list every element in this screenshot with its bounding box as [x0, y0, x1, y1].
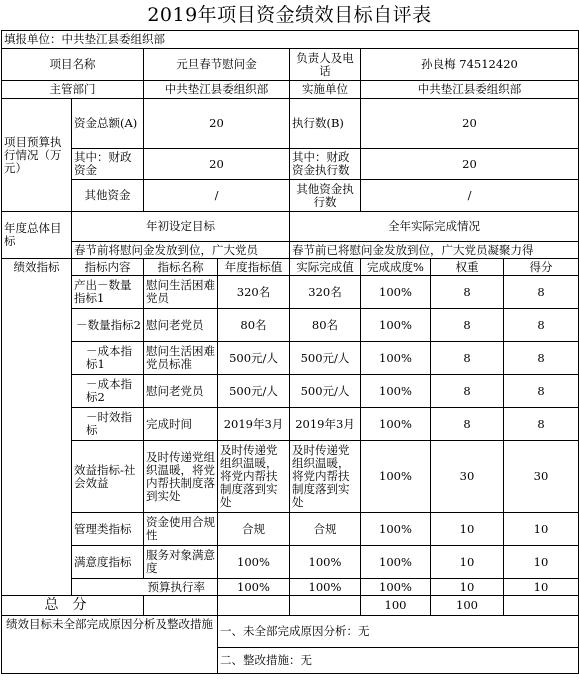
indicator-target: 及时传递党组织温暖，将党内帮扶制度落到实处: [218, 441, 290, 513]
indicator-target: 500元/人: [218, 342, 290, 375]
table-row: [2, 546, 579, 579]
indicator-actual: 80名: [290, 309, 361, 342]
implementer-value: 中共垫江县委组织部: [361, 81, 579, 99]
indicator-weight: 8: [431, 375, 504, 408]
other-funds-value: /: [144, 180, 290, 212]
indicator-content: 产出－数量指标1: [72, 276, 144, 309]
indicator-weight: 30: [431, 441, 504, 513]
table-row: [2, 375, 579, 408]
budget-rate-actual: 100%: [290, 579, 361, 596]
total-weight: 100: [361, 596, 431, 616]
indicator-target: 80名: [218, 309, 290, 342]
indicator-name: 资金使用合规性: [144, 513, 218, 546]
responsible-value: 孙良梅 74512420: [361, 49, 579, 81]
page-title: 2019年项目资金绩效目标自评表: [147, 4, 432, 26]
initial-goal-text: 春节前将慰问金发放到位，广大党员: [72, 242, 290, 259]
indicator-content: 满意度指标: [72, 546, 144, 579]
col-actual-value: 实际完成值: [290, 259, 361, 276]
indicator-rate: 100%: [361, 309, 431, 342]
indicator-score: 8: [504, 309, 579, 342]
table-row: [2, 309, 579, 342]
indicator-rate: 100%: [361, 342, 431, 375]
other-exec-label: 其他资金执行数: [290, 180, 361, 212]
indicator-content: －成本指标1: [72, 342, 144, 375]
other-funds-label: 其他资金: [72, 180, 144, 212]
indicator-weight: 10: [431, 513, 504, 546]
indicator-actual: 合规: [290, 513, 361, 546]
table-row: [2, 441, 579, 513]
total-label: 总分: [2, 596, 144, 616]
indicator-actual: 320名: [290, 276, 361, 309]
budget-rate-label: 预算执行率: [72, 579, 218, 596]
responsible-label: 负责人及电话: [290, 49, 361, 81]
exec-count-value: 20: [361, 99, 579, 149]
indicator-rate: 100%: [361, 276, 431, 309]
indicator-target: 合规: [218, 513, 290, 546]
col-annual-value: 年度指标值: [218, 259, 290, 276]
indicator-actual: 100%: [290, 546, 361, 579]
other-exec-value: /: [361, 180, 579, 212]
indicator-name: 及时传递党组织温暖，将党内帮扶制度落到实处: [144, 441, 218, 513]
budget-exec-label: 项目预算执行情况（万元）: [2, 99, 72, 212]
indicator-target: 100%: [218, 546, 290, 579]
indicator-rate: 100%: [361, 408, 431, 441]
budget-rate-score: 10: [504, 579, 579, 596]
indicator-target: 320名: [218, 276, 290, 309]
indicator-score: 8: [504, 375, 579, 408]
total-row: [2, 596, 579, 616]
evaluation-table: [1, 30, 579, 674]
indicator-target: 500元/人: [218, 375, 290, 408]
indicator-actual: 2019年3月: [290, 408, 361, 441]
indicator-score: 8: [504, 408, 579, 441]
actual-completion-header: 全年实际完成情况: [290, 212, 579, 242]
reason-label: 绩效目标未全部完成原因分析及整改措施: [2, 616, 218, 674]
project-name-label: 项目名称: [2, 49, 144, 81]
indicator-weight: 8: [431, 342, 504, 375]
indicator-actual: 500元/人: [290, 342, 361, 375]
indicator-name: 慰问生活困难党员: [144, 276, 218, 309]
col-weight: 权重: [431, 259, 504, 276]
total-funds-value: 20: [144, 99, 290, 149]
exec-count-label: 执行数(B): [290, 99, 361, 149]
col-completion-rate: 完成成度%: [361, 259, 431, 276]
department-value: 中共垫江县委组织部: [144, 81, 290, 99]
indicator-content: 管理类指标: [72, 513, 144, 546]
indicator-rate: 100%: [361, 441, 431, 513]
indicator-content: －时效指标: [72, 408, 144, 441]
budget-rate-target: 100%: [218, 579, 290, 596]
reason-measures: 二、整改措施：无: [218, 648, 579, 674]
project-name-value: 元旦春节慰问金: [144, 49, 290, 81]
col-score: 得分: [504, 259, 579, 276]
table-row: [2, 342, 579, 375]
table-row: [2, 408, 579, 441]
indicator-score: 10: [504, 513, 579, 546]
department-label: 主管部门: [2, 81, 144, 99]
indicator-name: 完成时间: [144, 408, 218, 441]
indicator-content: －数量指标2: [72, 309, 144, 342]
indicator-score: 10: [504, 546, 579, 579]
indicator-actual: 及时传递党组织温暖，将党内帮扶制度落到实处: [290, 441, 361, 513]
fiscal-exec-label: 其中：财政资金执行数: [290, 149, 361, 180]
fill-unit: 填报单位：中共垫江县委组织部: [2, 31, 579, 49]
fiscal-exec-value: 20: [361, 149, 579, 180]
table-row: [2, 513, 579, 546]
indicator-content: 效益指标-社会效益: [72, 441, 144, 513]
indicator-weight: 8: [431, 309, 504, 342]
fiscal-funds-label: 其中：财政资金: [72, 149, 144, 180]
indicator-weight: 8: [431, 276, 504, 309]
indicator-name: 服务对象满意度: [144, 546, 218, 579]
indicator-weight: 8: [431, 408, 504, 441]
indicator-rate: 100%: [361, 375, 431, 408]
perf-indicator-label: 绩效指标: [2, 259, 72, 596]
indicator-rate: 100%: [361, 546, 431, 579]
indicator-weight: 10: [431, 546, 504, 579]
indicator-score: 30: [504, 441, 579, 513]
col-indicator-name: 指标名称: [144, 259, 218, 276]
reason-analysis: 一、未全部完成原因分析：无: [218, 616, 579, 648]
indicator-content: －成本指标2: [72, 375, 144, 408]
implementer-label: 实施单位: [290, 81, 361, 99]
indicator-target: 2019年3月: [218, 408, 290, 441]
budget-rate-rate: 100%: [361, 579, 431, 596]
total-funds-label: 资金总额(A): [72, 99, 144, 149]
indicator-score: 8: [504, 276, 579, 309]
indicator-name: 慰问老党员: [144, 375, 218, 408]
indicator-name: 慰问生活困难党员标准: [144, 342, 218, 375]
table-row: [2, 276, 579, 309]
fiscal-funds-value: 20: [144, 149, 290, 180]
total-score: 100: [431, 596, 504, 616]
indicator-score: 8: [504, 342, 579, 375]
budget-rate-weight: 10: [431, 579, 504, 596]
budget-rate-row: [2, 579, 579, 596]
indicator-actual: 500元/人: [290, 375, 361, 408]
indicator-name: 慰问老党员: [144, 309, 218, 342]
annual-goal-label: 年度总体目标: [2, 212, 72, 259]
actual-completion-text: 春节前已将慰问金发放到位，广大党员凝聚力得: [290, 242, 579, 259]
initial-goal-header: 年初设定目标: [72, 212, 290, 242]
indicator-rate: 100%: [361, 513, 431, 546]
col-indicator-content: 指标内容: [72, 259, 144, 276]
